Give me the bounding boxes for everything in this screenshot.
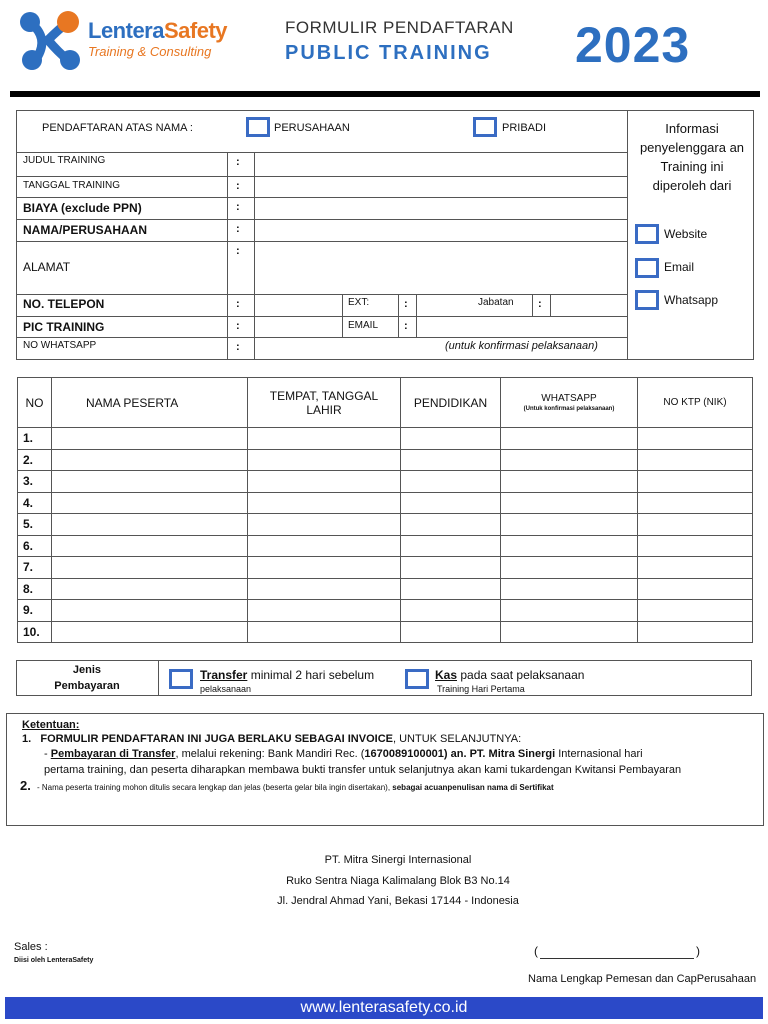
birth-cell[interactable] <box>248 428 401 450</box>
row-number: 1. <box>18 428 52 450</box>
colon: : <box>404 320 408 332</box>
field-phone: NO. TELEPON <box>23 297 105 311</box>
colon: : <box>236 298 240 310</box>
header-whatsapp-sub: (Untuk konfirmasi pelaksanaan) <box>523 406 615 412</box>
header-education: PENDIDIKAN <box>401 378 501 428</box>
whatsapp-cell[interactable] <box>501 535 638 557</box>
header-whatsapp <box>501 378 638 428</box>
field-training-title: JUDUL TRAINING <box>23 155 106 166</box>
row-number: 10. <box>18 621 52 643</box>
ktp-cell[interactable] <box>638 600 753 622</box>
name-cell[interactable] <box>52 428 248 450</box>
form-year: 2023 <box>575 17 691 73</box>
field-training-date: TANGGAL TRAINING <box>23 180 121 191</box>
education-cell[interactable] <box>401 449 501 471</box>
whatsapp-cell[interactable] <box>501 621 638 643</box>
name-company-input[interactable] <box>256 220 626 240</box>
education-cell[interactable] <box>401 557 501 579</box>
term1-bold: FORMULIR PENDAFTARAN INI JUGA BERLAKU SEBAGAI INVOICE <box>40 733 393 745</box>
table-header-row <box>18 378 753 428</box>
ext-input[interactable] <box>418 295 468 315</box>
personal-checkbox[interactable] <box>473 117 497 137</box>
jabatan-label: Jabatan <box>478 297 514 308</box>
table-row <box>18 471 753 493</box>
row-number: 4. <box>18 492 52 514</box>
birth-cell[interactable] <box>248 578 401 600</box>
jabatan-input[interactable] <box>552 295 626 315</box>
field-address: ALAMAT <box>23 260 71 274</box>
form-title: FORMULIR PENDAFTARAN <box>285 18 514 37</box>
sales-label: Sales : <box>14 941 48 953</box>
signature-field[interactable] <box>534 944 700 962</box>
table-row <box>18 600 753 622</box>
field-cost: BIAYA (exclude PPN) <box>23 201 142 215</box>
cash-sub: Training Hari Pertama <box>437 684 525 694</box>
company-address <box>200 850 596 912</box>
field-pic: PIC TRAINING <box>23 320 105 334</box>
name-cell[interactable] <box>52 449 248 471</box>
colon: : <box>404 298 408 310</box>
transfer-title: Transfer <box>200 668 248 682</box>
website-label: Website <box>664 227 708 241</box>
ktp-cell[interactable] <box>638 535 753 557</box>
company-option-label: PERUSAHAAN <box>274 122 350 134</box>
birth-cell[interactable] <box>248 492 401 514</box>
payment-label-line1: Jenis <box>72 664 102 676</box>
whatsapp-cell[interactable] <box>501 492 638 514</box>
header-ktp: NO KTP (NIK) <box>638 378 753 428</box>
table-row <box>18 449 753 471</box>
colon: : <box>236 341 240 353</box>
row-number: 2. <box>18 449 52 471</box>
email-input[interactable] <box>418 317 626 336</box>
table-row <box>18 492 753 514</box>
colon: : <box>236 156 240 168</box>
row-number: 9. <box>18 600 52 622</box>
payment-label <box>20 662 154 694</box>
term2-number: 2. <box>20 778 31 793</box>
whatsapp-cell[interactable] <box>501 428 638 450</box>
ktp-cell[interactable] <box>638 557 753 579</box>
term1-number: 1. <box>22 733 32 745</box>
bracket-close: ) <box>696 944 700 958</box>
whatsapp-input[interactable] <box>256 338 436 359</box>
ktp-cell[interactable] <box>638 621 753 643</box>
pic-input[interactable] <box>256 317 341 336</box>
education-cell[interactable] <box>401 600 501 622</box>
birth-cell[interactable] <box>248 514 401 536</box>
birth-cell[interactable] <box>248 471 401 493</box>
education-cell[interactable] <box>401 492 501 514</box>
colon: : <box>236 320 240 332</box>
table-row <box>18 535 753 557</box>
term1-dash: - <box>44 748 51 760</box>
terms-item-1-sub <box>44 748 643 760</box>
row-number: 3. <box>18 471 52 493</box>
table-row <box>18 428 753 450</box>
education-cell[interactable] <box>401 621 501 643</box>
whatsapp-cell[interactable] <box>501 600 638 622</box>
whatsapp-note: (untuk konfirmasi pelaksanaan) <box>445 340 598 352</box>
logo-mark-icon <box>18 8 82 72</box>
table-row <box>18 557 753 579</box>
company-name: PT. Mitra Sinergi Internasional <box>324 854 472 866</box>
terms-heading: Ketentuan: <box>22 719 80 731</box>
name-cell[interactable] <box>52 492 248 514</box>
term1-sub-bold: Pembayaran di Transfer <box>50 748 176 760</box>
company-address-line2: Jl. Jendral Ahmad Yani, Bekasi 17144 - Indonesia <box>277 895 519 907</box>
term1-rest: , UNTUK SELANJUTNYA: <box>392 733 522 745</box>
cost-input[interactable] <box>256 198 626 218</box>
whatsapp-cell[interactable] <box>501 471 638 493</box>
whatsapp-checkbox[interactable] <box>635 290 659 310</box>
education-cell[interactable] <box>401 578 501 600</box>
participants-table <box>17 377 753 643</box>
payment-label-line2: Pembayaran <box>54 680 120 692</box>
website-link[interactable]: www.lenterasafety.co.id <box>300 999 468 1016</box>
whatsapp-cell[interactable] <box>501 449 638 471</box>
whatsapp-cell[interactable] <box>501 578 638 600</box>
brand-name: LenteraSafety <box>88 18 228 43</box>
transfer-checkbox[interactable] <box>169 669 193 689</box>
education-cell[interactable] <box>401 535 501 557</box>
website-checkbox[interactable] <box>635 224 659 244</box>
ktp-cell[interactable] <box>638 578 753 600</box>
info-source-text: Informasi penyelenggara an Training ini diperoleh dari <box>639 121 745 193</box>
cash-title: Kas <box>435 668 458 682</box>
row-number: 7. <box>18 557 52 579</box>
ktp-cell[interactable] <box>638 428 753 450</box>
whatsapp-cell[interactable] <box>501 557 638 579</box>
birth-cell[interactable] <box>248 621 401 643</box>
table-row <box>18 514 753 536</box>
bank-account: 1670089100001 <box>364 748 444 760</box>
transfer-option <box>200 668 374 682</box>
header-name: NAMA PESERTA <box>52 378 248 428</box>
colon: : <box>236 245 240 257</box>
filled-by-note: Diisi oleh LenteraSafety <box>14 957 94 964</box>
row-number: 5. <box>18 514 52 536</box>
email-label: EMAIL <box>348 320 379 331</box>
signer-label: Nama Lengkap Pemesan dan CapPerusahaan <box>528 973 757 985</box>
personal-option-label: PRIBADI <box>502 122 547 134</box>
colon: : <box>236 201 240 213</box>
birth-cell[interactable] <box>248 535 401 557</box>
colon: : <box>538 298 542 310</box>
term2-bold: sebagai acuanpenulisan nama di Sertifikat <box>392 783 554 792</box>
ktp-cell[interactable] <box>638 492 753 514</box>
header-divider <box>10 91 760 97</box>
table-row <box>18 578 753 600</box>
cash-checkbox[interactable] <box>405 669 429 689</box>
company-address-line1: Ruko Sentra Niaga Kalimalang Blok B3 No.14 <box>286 874 510 887</box>
name-cell[interactable] <box>52 621 248 643</box>
name-cell[interactable] <box>52 600 248 622</box>
ktp-cell[interactable] <box>638 471 753 493</box>
registration-label: PENDAFTARAN ATAS NAMA : <box>42 122 193 134</box>
name-cell[interactable] <box>52 535 248 557</box>
header-no: NO <box>18 378 52 428</box>
table-row <box>18 621 753 643</box>
header-whatsapp-label: WHATSAPP <box>541 393 597 404</box>
transfer-sub: pelaksanaan <box>200 684 252 694</box>
brand-tagline: Training & Consulting <box>88 44 212 59</box>
training-title-input[interactable] <box>256 153 626 175</box>
address-input[interactable] <box>256 242 626 293</box>
ktp-cell[interactable] <box>638 449 753 471</box>
transfer-text: minimal 2 hari sebelum <box>247 668 375 682</box>
company-checkbox[interactable] <box>246 117 270 137</box>
whatsapp-cell[interactable] <box>501 514 638 536</box>
term1-sub-rest: Internasional hari <box>555 748 643 760</box>
education-cell[interactable] <box>401 514 501 536</box>
birth-cell[interactable] <box>248 600 401 622</box>
term1-sub-text: , melalui rekening: Bank Mandiri Rec. ( <box>175 748 365 760</box>
form-subtitle: PUBLIC TRAINING <box>285 42 492 64</box>
colon: : <box>236 180 240 192</box>
phone-input[interactable] <box>256 295 341 315</box>
name-cell[interactable] <box>52 557 248 579</box>
name-cell[interactable] <box>52 514 248 536</box>
colon: : <box>236 223 240 235</box>
email-option-label: Email <box>664 260 695 274</box>
field-name-company: NAMA/PERUSAHAAN <box>23 223 148 237</box>
birth-cell[interactable] <box>248 557 401 579</box>
terms-item-2 <box>20 778 554 793</box>
name-cell[interactable] <box>52 471 248 493</box>
email-checkbox[interactable] <box>635 258 659 278</box>
cash-text: pada saat pelaksanaan <box>457 668 585 682</box>
training-date-input[interactable] <box>256 177 626 196</box>
cash-option <box>435 668 584 682</box>
header-birth: TEMPAT, TANGGAL LAHIR <box>248 378 401 428</box>
terms-item-1 <box>22 733 521 745</box>
ktp-cell[interactable] <box>638 514 753 536</box>
term2-text: - Nama peserta training mohon ditulis secara lengkap dan jelas (beserta gelar bila ingin disertakan), <box>36 783 393 792</box>
education-cell[interactable] <box>401 428 501 450</box>
name-cell[interactable] <box>52 578 248 600</box>
ext-label: EXT: <box>348 297 370 308</box>
birth-cell[interactable] <box>248 449 401 471</box>
bracket-open: ( <box>534 944 538 958</box>
account-holder: ) an. PT. Mitra Sinergi <box>443 748 556 760</box>
row-number: 8. <box>18 578 52 600</box>
field-whatsapp: NO WHATSAPP <box>23 340 97 351</box>
row-number: 6. <box>18 535 52 557</box>
whatsapp-option-label: Whatsapp <box>664 293 719 307</box>
terms-item-1-line2: pertama training, dan peserta diharapkan membawa bukti transfer untuk selanjutnya akan kami tukardengan Kwitansi Pembayaran <box>44 764 682 776</box>
logo <box>18 8 82 72</box>
education-cell[interactable] <box>401 471 501 493</box>
